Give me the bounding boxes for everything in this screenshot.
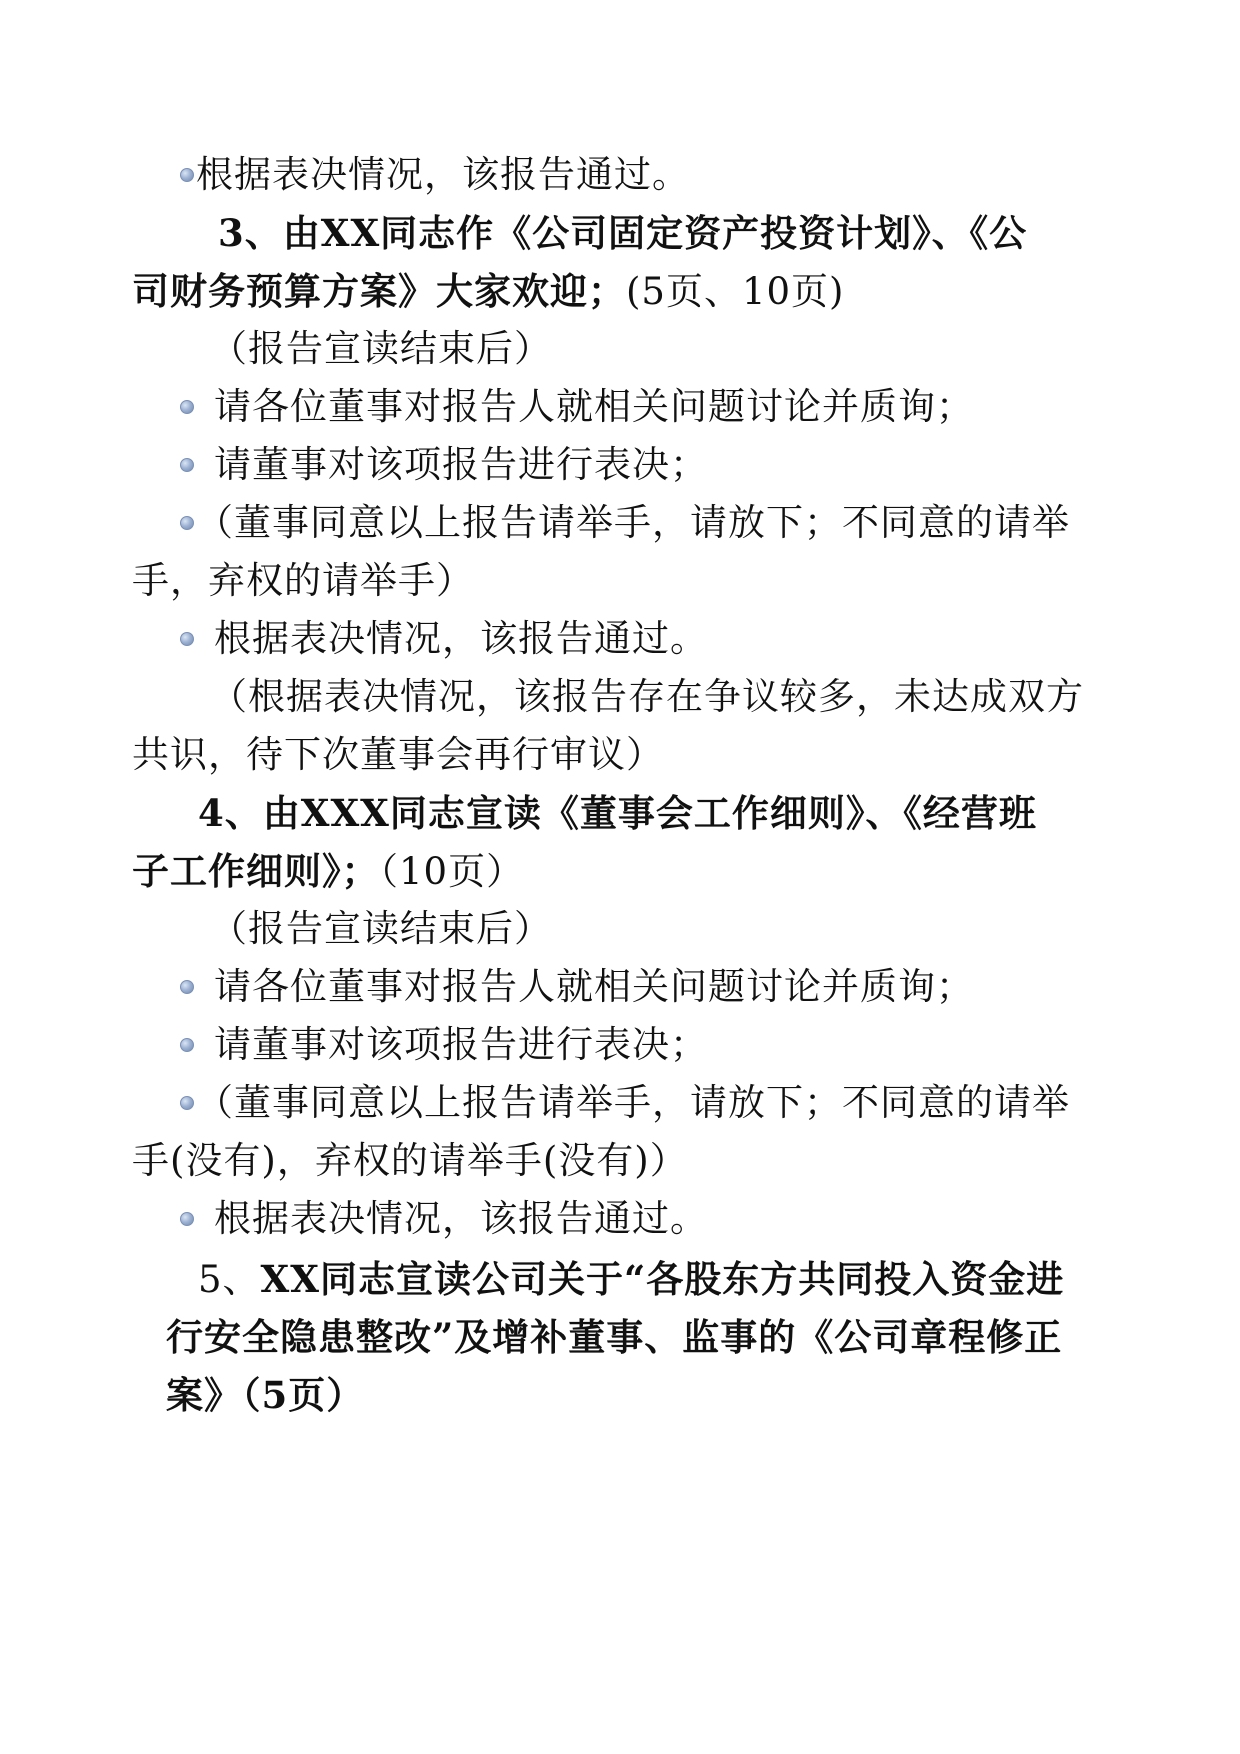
section-number: 5、 <box>198 1258 261 1301</box>
line-text: 案》（5页） <box>166 1373 365 1417</box>
bullet-icon <box>180 400 194 414</box>
line-text: （根据表决情况，该报告存在争议较多，未达成双方 <box>210 675 1084 718</box>
section-3-heading <box>218 210 1027 256</box>
section-4-heading <box>198 790 1037 836</box>
line-text: （报告宣读结束后） <box>210 907 552 950</box>
paragraph-line <box>132 732 664 778</box>
bullet-icon <box>180 632 194 646</box>
paragraph-line <box>210 906 552 952</box>
section-5-heading-cont <box>166 1314 1062 1360</box>
section-5-heading <box>198 1256 1064 1303</box>
bullet-icon <box>180 980 194 994</box>
line-text: 子工作细则》； <box>132 849 380 893</box>
line-text: 请各位董事对报告人就相关问题讨论并质询； <box>214 385 974 428</box>
line-text: 共识，待下次董事会再行审议） <box>132 733 664 776</box>
line-text: 4、由XXX同志宣读《董事会工作细则》、《经营班 <box>198 791 1037 835</box>
bullet-icon <box>180 458 194 472</box>
line-text: 根据表决情况，该报告通过。 <box>214 617 708 660</box>
line-text: 手，弃权的请举手） <box>132 559 474 602</box>
page-count: (5页、10页) <box>626 270 845 313</box>
paragraph-line <box>180 1196 708 1242</box>
line-text: 请董事对该项报告进行表决； <box>214 1023 708 1066</box>
line-text: 根据表决情况，该报告通过。 <box>214 1197 708 1240</box>
paragraph-line <box>210 326 552 372</box>
line-text: 请各位董事对报告人就相关问题讨论并质询； <box>214 965 974 1008</box>
line-text: （报告宣读结束后） <box>210 327 552 370</box>
paragraph-line <box>132 558 474 604</box>
line-text: 根据表决情况，该报告通过。 <box>196 153 690 196</box>
paragraph-line <box>180 964 974 1010</box>
paragraph-line <box>132 1138 688 1184</box>
section-4-heading-cont <box>132 848 524 895</box>
bullet-icon <box>180 1212 194 1226</box>
bullet-icon <box>180 1096 194 1110</box>
line-text: 3、由XX同志作《公司固定资产投资计划》、《公 <box>218 211 1028 255</box>
paragraph-line <box>180 500 1070 546</box>
line-text: （董事同意以上报告请举手，请放下；不同意的请举 <box>196 1081 1070 1124</box>
bullet-icon <box>180 1038 194 1052</box>
line-text: 手(没有)，弃权的请举手(没有)） <box>132 1139 688 1182</box>
line-text: 请董事对该项报告进行表决； <box>214 443 708 486</box>
bullet-icon <box>180 516 194 530</box>
bullet-icon <box>180 168 194 182</box>
line-text: XX同志宣读公司关于“各股东方共同投入资金进 <box>260 1257 1065 1301</box>
paragraph-line <box>180 384 974 430</box>
paragraph-line <box>180 442 708 488</box>
page-count: （10页） <box>379 850 525 893</box>
section-5-heading-cont <box>166 1372 364 1418</box>
paragraph-line <box>180 152 690 198</box>
paragraph-line <box>210 674 1084 720</box>
paragraph-line <box>180 616 708 662</box>
line-text: 司财务预算方案》大家欢迎； <box>132 269 626 313</box>
line-text: （董事同意以上报告请举手，请放下；不同意的请举 <box>196 501 1070 544</box>
paragraph-line <box>180 1022 708 1068</box>
section-3-heading-cont <box>132 268 845 315</box>
line-text: 行安全隐患整改”及增补董事、监事的《公司章程修正 <box>166 1315 1063 1359</box>
paragraph-line <box>180 1080 1070 1126</box>
